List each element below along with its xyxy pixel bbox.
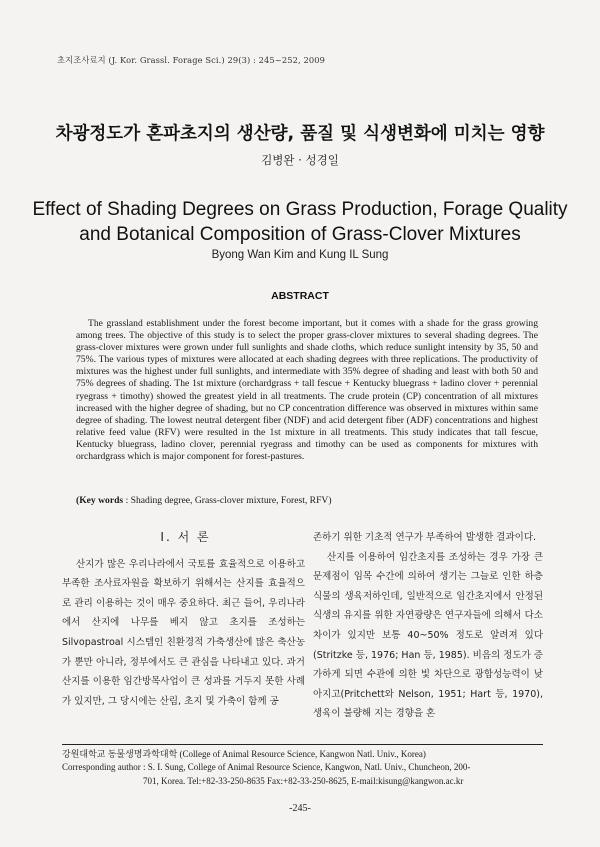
intro-paragraph-1: 산지가 많은 우리나라에서 국토를 효율적으로 이용하고 부족한 조사료자원을 확보하기 위해서는 산지를 효율적으로 관리 이용하는 것이 매우 중요하다. 최근 들어, 우리나라에서 산지에 나무를 베지 않고 초지를 조성하는 Silvopastroal 시스템인 친환경적 가축생산에 많은 축산농가 뿐만 아니라, 정부에서도 큰 관심을 나타내고 있다. 과거 산지를 이용한 임간방목사업이 큰 성과를 거두지 못한 사례가 있지만, 그 당시에는 산림, 초지 및 가축이 함께 공 [62, 558, 305, 707]
journal-reference: 초지조사료지 (J. Kor. Grassl. Forage Sci.) 29(3) : 245~252, 2009 [57, 55, 325, 65]
keywords-label: (Key words [76, 495, 124, 506]
korean-title: 차광정도가 혼파초지의 생산량, 품질 및 식생변화에 미치는 영향 [55, 124, 545, 144]
footnote [62, 748, 543, 788]
left-column [62, 528, 305, 711]
abstract-paragraph: The grassland establishment under the forest become important, but it comes with a shade for the grass growing among trees. The objective of this study is to select the proper grass-clover mixtures to several shading degrees. The grass-clover mixtures were grown under full sunlights and shade cloths, which reduce sunlight intensity by 35, 50 and 75%. The various types of mixtures were allocated at each shading degrees with three replications. The productivity of mixtures was the highest under full sunlights, and intermediate with 35% degree of shading and least with both 50 and 75% degrees of shading. The 1st mixture (orchardgrass + tall fescue + Kentucky bluegrass + ladino clover + perennial ryegrass + timothy) showed the greatest yield in all treatments. The crude protein (CP) concentration of all mixtures increased with the higher degree of shading, but no CP concentration difference was observed in mixtures within same degree of shading. The lowest neutral detergent fiber (NDF) and acid detergent fiber (ADF) concentrations and highest relative feed value (RFV) were resulted in the 1st mixture in all treatments. This study indicates that tall fescue, Kentucky bluegrass, ladino clover, perennial ryegrass and timothy can be used as components for mixtures with orchardgrass which is major component for forest-pastures. [76, 318, 538, 463]
english-title-line-2: and Botanical Composition of Grass-Clover Mixtures [79, 224, 521, 245]
footnote-affiliation: 강원대학교 동물생명과학대학 (College of Animal Resource Science, Kangwon Natl. Univ., Korea) [62, 749, 426, 759]
section-heading-introduction: I. 서 론 [160, 530, 211, 544]
intro-paragraph-1-continued: 존하기 위한 기초적 연구가 부족하여 발생한 결과이다. [313, 532, 537, 543]
footnote-corresponding-author: Corresponding author : S. I. Sung, College of Animal Resource Science, Kangwon, Natl. Univ., Chuncheon, 200- [62, 762, 471, 773]
abstract-body [76, 318, 538, 463]
english-title [0, 197, 600, 247]
footnote-contact: 701, Korea. Tel:+82-33-250-8635 Fax:+82-33-250-8625, E-mail:kisung@kangwon.ac.kr [143, 775, 464, 786]
english-authors: Byong Wan Kim and Kung IL Sung [211, 249, 389, 261]
right-column [313, 528, 543, 724]
footnote-divider [62, 744, 543, 745]
keywords [76, 495, 538, 507]
english-title-line-1: Effect of Shading Degrees on Grass Production, Forage Quality [32, 199, 568, 220]
keywords-text: : Shading degree, Grass-clover mixture, Forest, RFV) [125, 495, 332, 506]
abstract-heading: ABSTRACT [271, 290, 329, 302]
page-number: -245- [289, 803, 311, 814]
korean-authors: 김병완 · 성경일 [261, 153, 339, 167]
intro-paragraph-2: 산지를 이용하여 임간초지를 조성하는 경우 가장 큰 문제점이 임목 수간에 의하여 생기는 그늘로 인한 하층식물의 생육저하인데, 일반적으로 임간초지에서 안정된 식생의 유지를 위한 자연광량은 연구자들에 의해서 다소 차이가 있지만 보통 40~50% 정도로 알려져 있다 (Stritzke 등, 1976; Han 등, 1985). 비음의 정도가 증가하게 되면 수관에 의한 빛 차단으로 광합성능력이 낮아지고(Pritchett와 Nelson, 1951; Hart 등, 1970), 생육이 불량해 지는 경향을 혼 [313, 551, 543, 720]
